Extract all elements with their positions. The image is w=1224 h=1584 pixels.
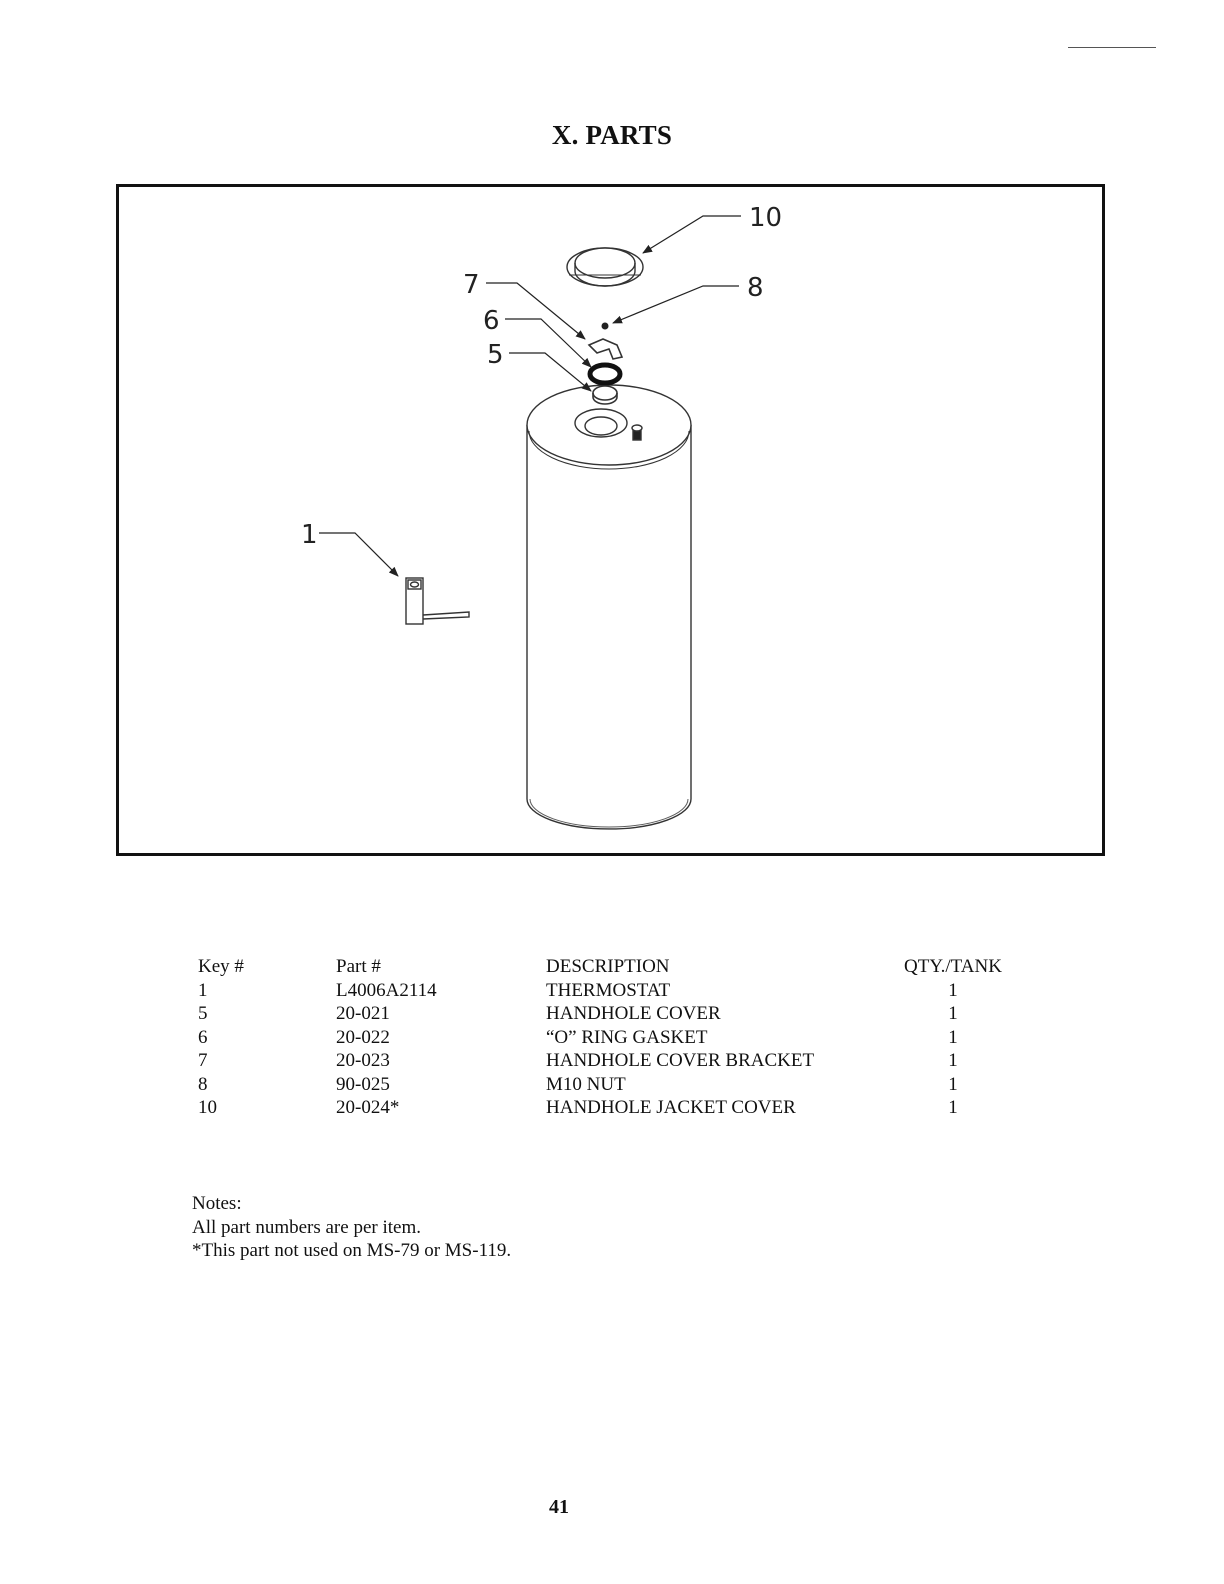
callout-8: 8 — [747, 273, 764, 303]
callout-5: 5 — [487, 340, 504, 370]
exploded-view-drawing — [119, 187, 1102, 853]
leader-6 — [505, 319, 591, 367]
row-key: 10 — [198, 1097, 217, 1118]
row-description: “O” RING GASKET — [546, 1026, 708, 1048]
row-qty: 1 — [948, 979, 958, 1001]
row-part: 20-021 — [336, 1003, 390, 1024]
page-title: X. PARTS — [551, 120, 673, 150]
row-key: 6 — [198, 1026, 208, 1048]
row-part: 90-025 — [336, 1073, 390, 1095]
leader-8 — [613, 286, 739, 323]
page-number: 41 — [549, 1496, 569, 1518]
notes — [192, 1192, 511, 1263]
row-part: 20-022 — [336, 1026, 390, 1048]
row-key: 8 — [198, 1073, 208, 1095]
row-key: 7 — [198, 1050, 208, 1071]
handhole-cover-bracket-part — [589, 339, 622, 359]
notes-heading: Notes: — [192, 1193, 242, 1214]
header-part: Part # — [336, 956, 381, 977]
header-description: DESCRIPTION — [546, 956, 670, 977]
row-description: HANDHOLE COVER — [546, 1003, 721, 1024]
row-qty: 1 — [948, 1026, 958, 1048]
thermostat-part — [406, 578, 469, 624]
row-qty: 1 — [948, 1003, 958, 1024]
callout-10: 10 — [749, 203, 783, 233]
row-qty: 1 — [948, 1073, 958, 1095]
header-qty: QTY./TANK — [904, 956, 1002, 977]
row-part: 20-024* — [336, 1097, 400, 1118]
row-key: 5 — [198, 1003, 208, 1024]
top-rule — [1068, 47, 1156, 48]
callout-1: 1 — [301, 520, 318, 550]
leader-10 — [643, 216, 741, 253]
leader-1 — [319, 533, 398, 576]
note-line: All part numbers are per item. — [192, 1216, 421, 1238]
header-key: Key # — [198, 956, 244, 977]
row-description: THERMOSTAT — [546, 979, 671, 1001]
row-description: HANDHOLE COVER BRACKET — [546, 1050, 815, 1071]
leader-7 — [486, 283, 585, 339]
m10-nut-part — [602, 323, 609, 330]
tank-body — [527, 385, 691, 829]
row-part: 20-023 — [336, 1050, 390, 1071]
row-qty: 1 — [948, 1050, 958, 1071]
leader-5 — [509, 353, 591, 391]
row-description: M10 NUT — [546, 1073, 626, 1095]
callout-6: 6 — [483, 306, 500, 336]
handhole-jacket-cover-part — [567, 248, 643, 286]
o-ring-gasket-part — [590, 365, 620, 383]
row-part: L4006A2114 — [336, 979, 437, 1001]
row-qty: 1 — [948, 1097, 958, 1118]
row-description: HANDHOLE JACKET COVER — [546, 1097, 796, 1118]
callout-7: 7 — [463, 270, 480, 300]
parts-diagram — [116, 184, 1105, 856]
row-key: 1 — [198, 979, 208, 1001]
note-line: *This part not used on MS-79 or MS-119. — [192, 1240, 512, 1261]
